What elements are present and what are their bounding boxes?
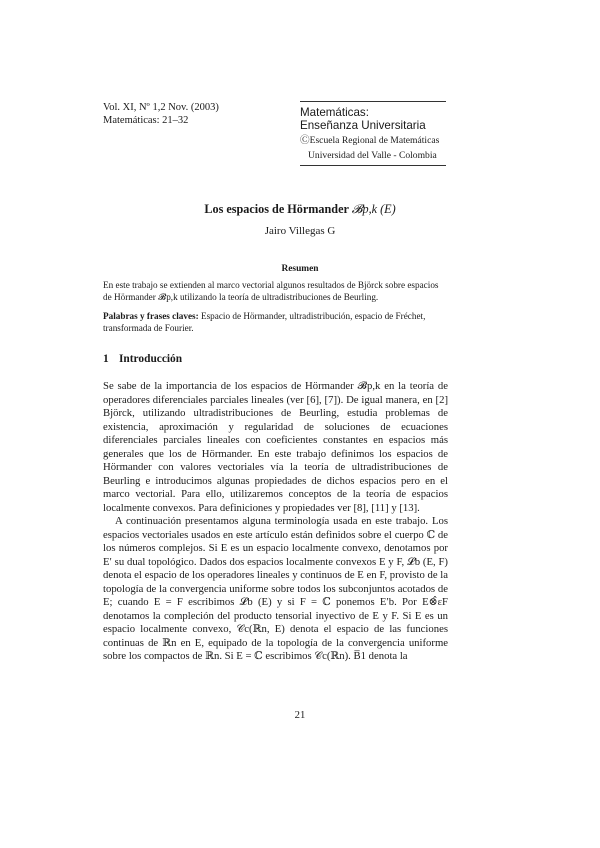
institution-line1: ⒸEscuela Regional de Matemáticas — [300, 135, 440, 146]
section-title: Introducción — [119, 353, 183, 365]
section-heading — [103, 353, 182, 365]
journal-top-rule — [300, 101, 446, 102]
paper-title — [0, 202, 600, 217]
author: Jairo Villegas G — [264, 225, 336, 237]
journal-bottom-rule — [300, 165, 446, 166]
journal-name-line1: Matemáticas: — [300, 106, 369, 119]
pages-line: Matemáticas: 21–32 — [103, 115, 189, 126]
title-text: Los espacios de Hörmander — [204, 202, 352, 216]
journal-block — [300, 101, 446, 166]
volume-line: Vol. XI, Nº 1,2 Nov. (2003) — [103, 102, 219, 113]
abstract-heading: Resumen — [281, 264, 319, 274]
title-symbol: 𝓑p,k (E) — [351, 202, 396, 216]
paragraph: A continuación presentamos alguna terminología usada en este trabajo. Los espacios vectoriales usados en este artículo están definidos sobre el cuerpo ℂ de los números complejos. Si E es un espacio localmente convexo, denotamos por E′ su dual topológico. Dados dos espacios localmente convexos E y F, 𝓛b (E, F) denota el espacio de los operadores lineales y continuos de E en F, provisto de la topología de la convergencia uniforme sobre todos los subconjuntos acotados de E; cuando E = F escribimos 𝓛b (E) y si F = ℂ ponemos E′b. Por E⊗̂εF denotamos la compleción del producto tensorial inyectivo de E y F. Si E es un espacio localmente convexo, 𝒞c(ℝn, E) denota el espacio de las funciones continuas de ℝn en E, equipado de la topología de la convergencia uniforme sobre los compactos de ℝn. Si E = ℂ escribimos 𝒞c(ℝn). B̅1 denota la — [103, 515, 448, 662]
issue-info — [103, 101, 219, 127]
body-text — [103, 380, 448, 664]
section-number: 1 — [103, 353, 109, 365]
abstract-text: En este trabajo se extienden al marco vectorial algunos resultados de Björck sobre espacios de Hörmander 𝓑p,k utilizando la teoría de ultradistribuciones de Beurling. — [103, 280, 439, 302]
keywords — [103, 310, 448, 334]
keywords-label: Palabras y frases claves: — [103, 311, 199, 321]
institution-line2: Universidad del Valle - Colombia — [308, 150, 437, 161]
journal-name-line2: Enseñanza Universitaria — [300, 119, 426, 132]
page-number: 21 — [294, 709, 306, 721]
paragraph: Se sabe de la importancia de los espacios de Hörmander 𝓑p,k en la teoría de operadores diferenciales parciales lineales (ver [6], [7]). De igual manera, en [2] Björck, utilizando ultradistribuciones de Beurling, estudia problemas de existencia, aproximación y regularidad de soluciones de ecuaciones diferenciales parciales lineales con coeficientes constantes en espacios más generales que los de Hörmander. En este trabajo definimos los espacios de Hörmander con valores vectoriales vía la teoría de ultradistribuciones de Beurling e introducimos algunas propiedades de dichos espacios pero en el marco vectorial. Para ello, utilizaremos conceptos de la teoría de espacios localmente convexos. Para definiciones y propiedades ver [8], [11] y [13]. — [103, 380, 448, 514]
keywords-text: Espacio de Hörmander, ultradistribución, espacio de Fréchet, transformada de Fourier. — [103, 311, 426, 333]
